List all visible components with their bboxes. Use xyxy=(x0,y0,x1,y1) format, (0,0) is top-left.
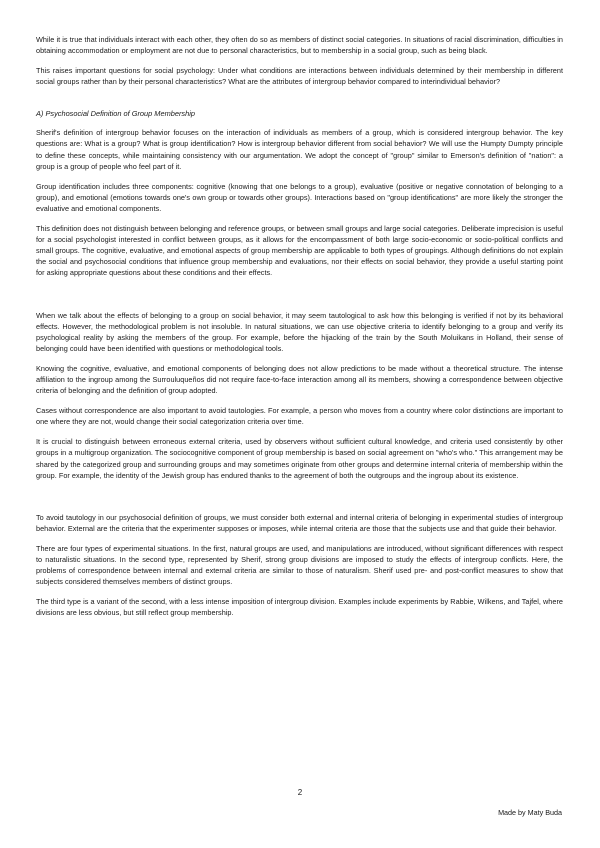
paragraph: When we talk about the effects of belonging to a group on social behavior, it may seem tautological to ask how this belonging is verified if not by its behavioral effects. However, the methodological problem is not insoluble. In natural situations, we can use objective criteria to identify belonging to a group and verify its psychological reality by asking the members of the group. For example, before the hijacking of the train by the South Moluikans in Holland, their sense of belonging could have been identified with questions or methodological tools. xyxy=(36,310,563,353)
paragraph: To avoid tautology in our psychosocial definition of groups, we must consider both external and internal criteria of belonging in experimental studies of intergroup behavior. External are the criteria that the experimenter supposes or imposes, while internal criteria are those that the subjects use and that guide their behavior. xyxy=(36,512,563,533)
author-credit: Made by Maty Buda xyxy=(498,808,562,817)
paragraph: While it is true that individuals interact with each other, they often do so as members of distinct social categories. In situations of racial discrimination, difficulties in obtaining accommodation or employment are not due to personal characteristics, but to membership in a social group, such as being black. xyxy=(36,35,563,56)
paragraph: The third type is a variant of the second, with a less intense imposition of intergroup division. Examples include experiments by Rabbie, Wilkens, and Tajfel, where divisions are less obvious, but still reflect group membership. xyxy=(36,597,563,618)
paragraph: It is crucial to distinguish between erroneous external criteria, used by observers without sufficient cultural knowledge, and criteria used consistently by other groups in a multigroup organization. The sociocognitive component of group membership is based on social agreement on "who's who." This arrangement may be shared by the categorized group and surrounding groups and may sometimes originate from other groups and determine internal criteria of membership within the group. For example, the identity of the Jewish group has endured thanks to the agreement of both the outgroups and the ingroup about its existence. xyxy=(36,437,563,480)
document-body xyxy=(36,34,563,627)
section-heading: A) Psychosocial Definition of Group Membership xyxy=(36,109,195,119)
paragraph: Knowing the cognitive, evaluative, and emotional components of belonging does not allow predictions to be made without a theoretical structure. The intense affiliation to the ingroup among the Surrouluqueños did not require face-to-face interaction among all its members, showing a correspondence between objective criteria of belonging and the definition of group adopted. xyxy=(36,363,563,396)
paragraph: Group identification includes three components: cognitive (knowing that one belongs to a group), evaluative (positive or negative connotation of belonging to a group), and emotional (emotions towards one's own group or towards other groups). Interactions based on "group identifications" are more likely the stronger the evaluative and emotional components. xyxy=(36,181,563,213)
page-number: 2 xyxy=(297,788,303,797)
paragraph: Sherif's definition of intergroup behavior focuses on the interaction of individuals as members of a group, which is considered intergroup behavior. The key questions are: What is a group? What is group identification? How is intergroup behavior different from social behavior? We will use the Humpty Dumpty principle to define these concepts, while maintaining consistency with our argumentation. We adopt the concept of "group" similar to Emerson's definition of "nation": a group is a group of people who feel part of it. xyxy=(36,128,563,171)
paragraph: This raises important questions for social psychology: Under what conditions are interactions between individuals determined by their membership in different social groups rather than by their personal characteristics? What are the attributes of intergroup behavior compared to interindividual behavior? xyxy=(36,66,563,87)
paragraph: This definition does not distinguish between belonging and reference groups, or between small groups and large social categories. Deliberate imprecision is useful for a social psychologist interested in conflict between groups, as it allows for the encompassment of both large socio-economic or socio-political conflicts and small groups. The cognitive, evaluative, and emotional aspects of group membership are applicable to both types of groupings. Although definitions do not explain the social and psychosocial conditions that influence group membership and evaluations, nor their effects on social behavior, they provide a useful starting point for asking appropriate questions about these conditions and their effects. xyxy=(36,224,563,278)
paragraph: There are four types of experimental situations. In the first, natural groups are used, and manipulations are introduced, without significant differences with respect to naturalistic situations. In the second type, represented by Sherif, strong group divisions are imposed to study the effects of intergroup conflicts. Here, the problems of correspondence between internal and external criteria are similar to those of naturalism. Sherif used pre- and post-conflict measures to show that subjects considered themselves members of distinct groups. xyxy=(36,543,563,587)
paragraph: Cases without correspondence are also important to avoid tautologies. For example, a person who moves from a country where color distinctions are important to one where they are not, would change their social categorization criteria over time. xyxy=(36,406,563,427)
